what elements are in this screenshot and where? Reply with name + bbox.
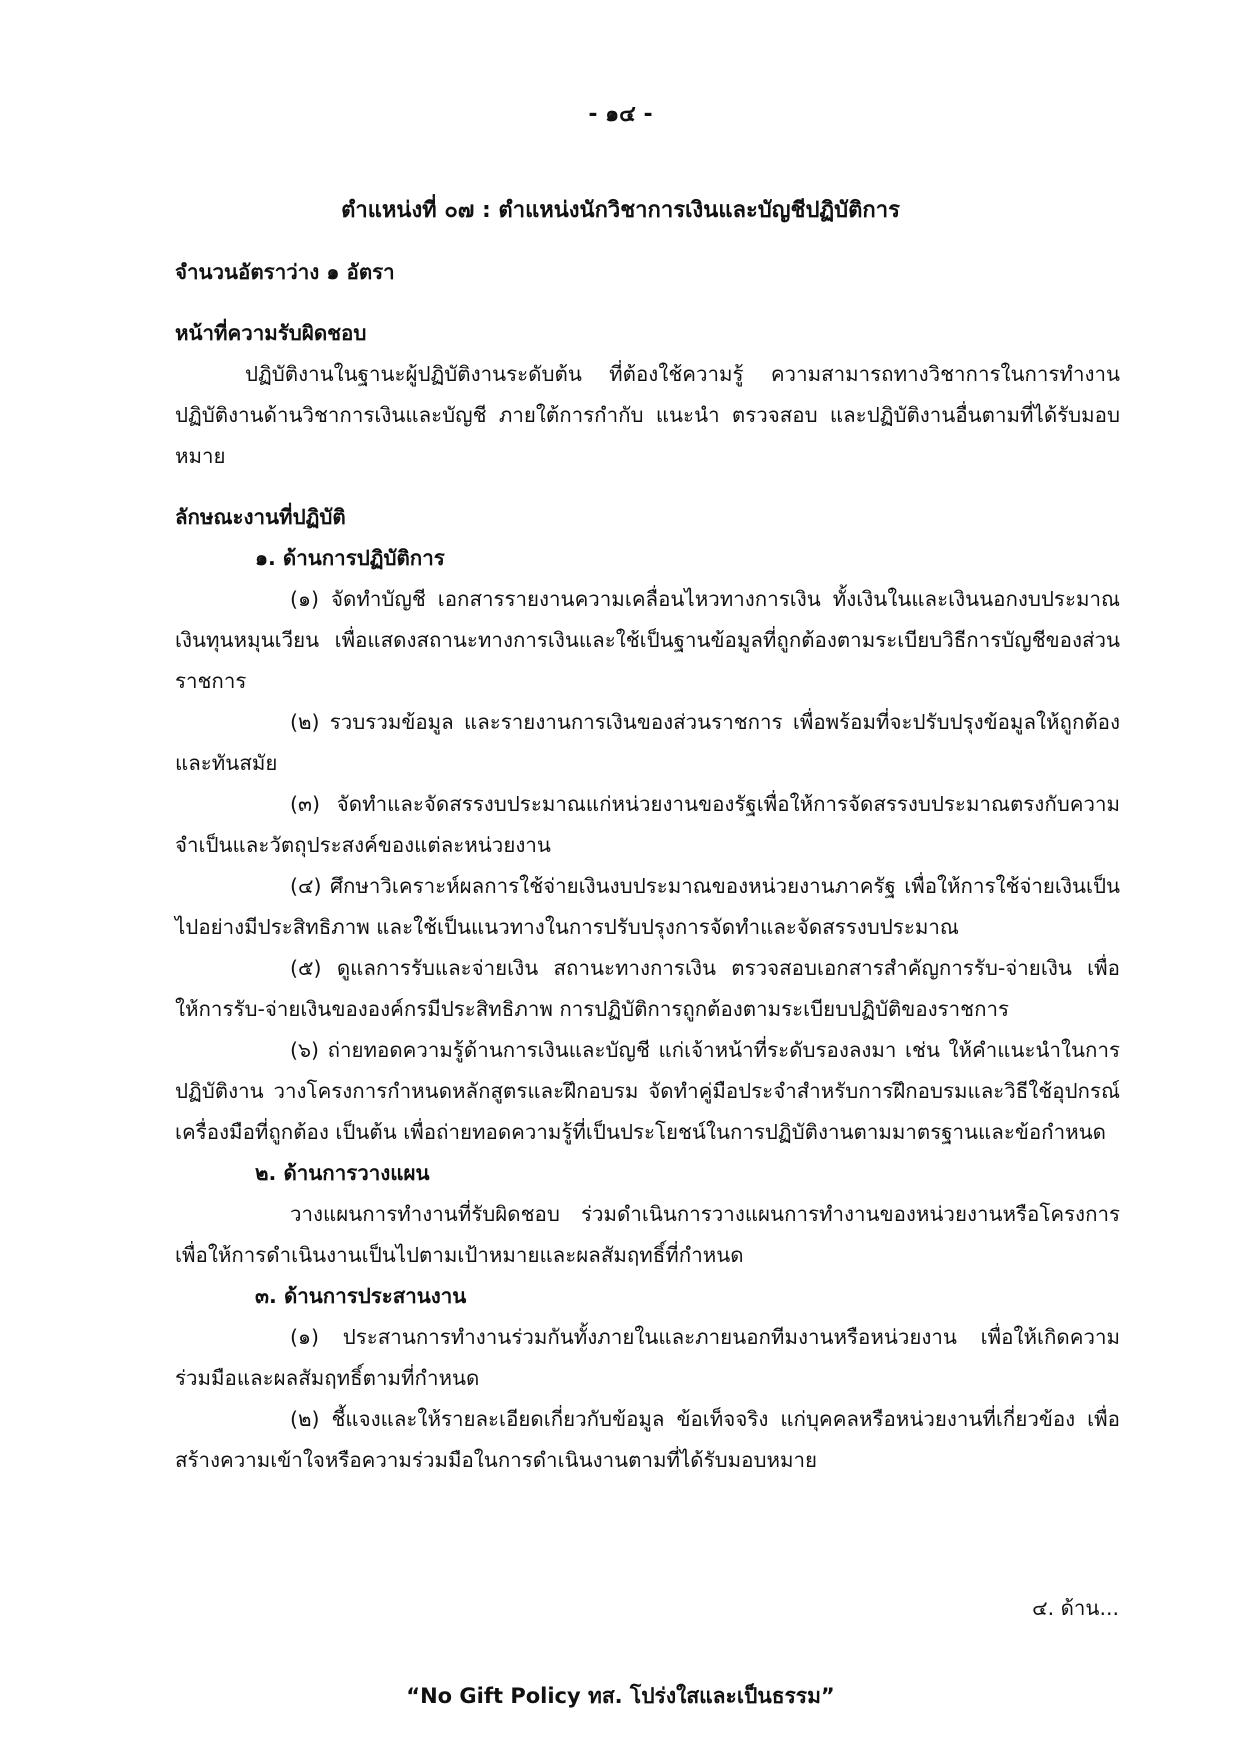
section-item: (๓) จัดทำและจัดสรรงบประมาณแก่หน่วยงานของรัฐเพื่อให้การจัดสรรงบประมาณตรงกับความจำเป็นและวัตถุประสงค์ของแต่ละหน่วยงาน bbox=[175, 792, 1120, 857]
vacancy-count: จำนวนอัตราว่าง ๑ อัตรา bbox=[175, 260, 395, 284]
duties-heading: หน้าที่ความรับผิดชอบ bbox=[175, 321, 367, 345]
section-item: (๔) ศึกษาวิเคราะห์ผลการใช้จ่ายเงินงบประมาณของหน่วยงานภาครัฐ เพื่อให้การใช้จ่ายเงินเป็นไปอย่างมีประสิทธิภาพ และใช้เป็นแนวทางในการปรับปรุงการจัดทำและจัดสรรงบประมาณ bbox=[175, 874, 1120, 939]
section-item: (๑) ประสานการทำงานร่วมกันทั้งภายในและภายนอกทีมงานหรือหน่วยงาน เพื่อให้เกิดความร่วมมือและผลสัมฤทธิ์ตามที่กำหนด bbox=[175, 1325, 1120, 1390]
page-number: - ๑๔ - bbox=[588, 102, 653, 127]
page-title: ตำแหน่งที่ ๐๗ : ตำแหน่งนักวิชาการเงินและบัญชีปฏิบัติการ bbox=[341, 198, 900, 223]
section-heading: ๓. ด้านการประสานงาน bbox=[255, 1284, 467, 1308]
section-heading: ๒. ด้านการวางแผน bbox=[255, 1161, 430, 1185]
section-item: (๒) ชี้แจงและให้รายละเอียดเกี่ยวกับข้อมูล ข้อเท็จจริง แก่บุคคลหรือหน่วยงานที่เกี่ยวข้อง เพื่อสร้างความเข้าใจหรือความร่วมมือในการดำเนินงานตามที่ได้รับมอบหมาย bbox=[175, 1407, 1120, 1472]
document-body bbox=[175, 252, 1120, 1481]
section-item: (๒) รวบรวมข้อมูล และรายงานการเงินของส่วนราชการ เพื่อพร้อมที่จะปรับปรุงข้อมูลให้ถูกต้องและทันสมัย bbox=[175, 710, 1120, 775]
continued-marker: ๔. ด้าน... bbox=[1032, 1596, 1119, 1620]
duties-text: ปฏิบัติงานในฐานะผู้ปฏิบัติงานระดับต้น ที่ต้องใช้ความรู้ ความสามารถทางวิชาการในการทำงาน ปฏิบัติงานด้านวิชาการเงินและบัญชี ภายใต้การกำกับ แนะนำ ตรวจสอบ และปฏิบัติงานอื่นตามที่ได้รับมอบหมาย bbox=[175, 362, 1120, 468]
footer-slogan: “No Gift Policy ทส. โปร่งใสและเป็นธรรม” bbox=[406, 1684, 835, 1708]
section-heading: ๑. ด้านการปฏิบัติการ bbox=[255, 546, 445, 570]
section-item: (๑) จัดทำบัญชี เอกสารรายงานความเคลื่อนไหวทางการเงิน ทั้งเงินในและเงินนอกงบประมาณ เงินทุนหมุนเวียน เพื่อแสดงสถานะทางการเงินและใช้เป็นฐานข้อมูลที่ถูกต้องตามระเบียบวิธีการบัญชีของส่วนราชการ bbox=[175, 587, 1120, 693]
section-item: (๖) ถ่ายทอดความรู้ด้านการเงินและบัญชี แก่เจ้าหน้าที่ระดับรองลงมา เช่น ให้คำแนะนำในการปฏิบัติงาน วางโครงการกำหนดหลักสูตรและฝึกอบรม จัดทำคู่มือประจำสำหรับการฝึกอบรมและวิธีใช้อุปกรณ์เครื่องมือที่ถูกต้อง เป็นต้น เพื่อถ่ายทอดความรู้ที่เป็นประโยชน์ในการปฏิบัติงานตามมาตรฐานและข้อกำหนด bbox=[175, 1038, 1120, 1144]
section-item: (๕) ดูแลการรับและจ่ายเงิน สถานะทางการเงิน ตรวจสอบเอกสารสำคัญการรับ-จ่ายเงิน เพื่อให้การรับ-จ่ายเงินขององค์กรมีประสิทธิภาพ การปฏิบัติการถูกต้องตามระเบียบปฏิบัติของราชการ bbox=[175, 956, 1120, 1021]
work-heading: ลักษณะงานที่ปฏิบัติ bbox=[175, 505, 346, 529]
section-item: วางแผนการทำงานที่รับผิดชอบ ร่วมดำเนินการวางแผนการทำงานของหน่วยงานหรือโครงการ เพื่อให้การดำเนินงานเป็นไปตามเป้าหมายและผลสัมฤทธิ์ที่กำหนด bbox=[175, 1202, 1120, 1267]
